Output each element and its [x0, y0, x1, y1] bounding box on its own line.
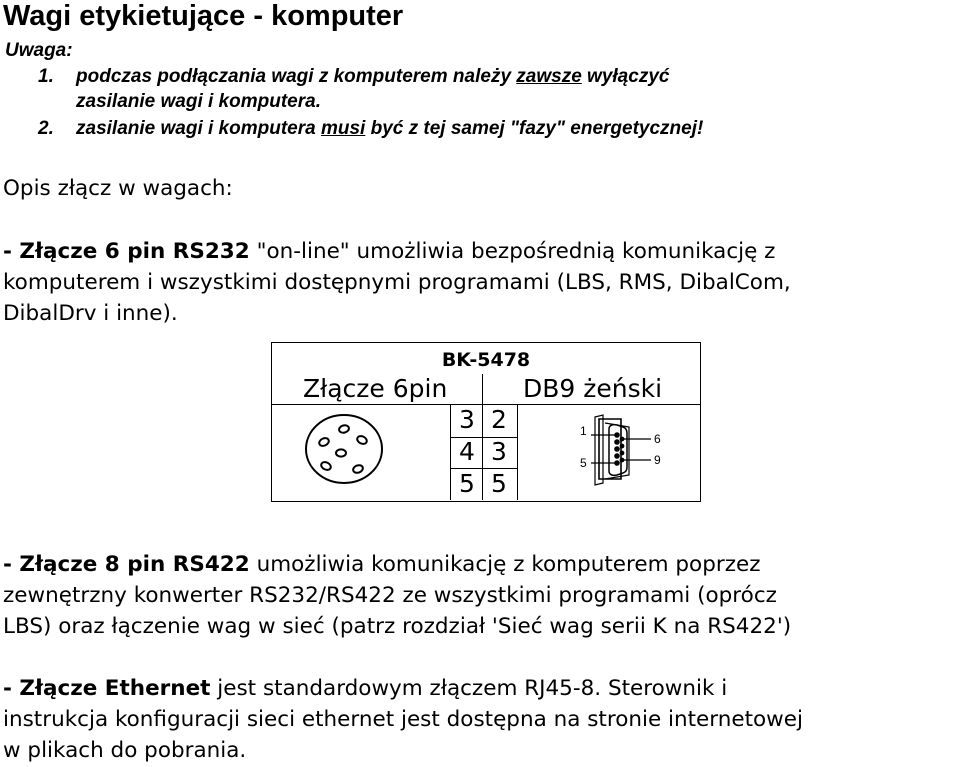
rs232-lead: - Złącze 6 pin RS232	[3, 239, 250, 264]
connectors-heading: Opis złącz w wagach:	[3, 176, 233, 201]
six-pin-header: Złącze 6pin	[303, 374, 448, 403]
ethernet-lead: - Złącze Ethernet	[3, 676, 211, 701]
db9-pin-number: 5	[491, 469, 507, 498]
rs232-line-2: komputerem i wszystkimi dostępnymi programami (LBS, RMS, DibalCom,	[3, 270, 791, 295]
ethernet-line-1: - Złącze Ethernet jest standardowym złączem RJ45-8. Sterownik i	[3, 676, 728, 701]
db9-pin-label: 1	[580, 424, 587, 438]
pin-column-left-rule	[450, 404, 451, 500]
warning-item-number: 1.	[38, 66, 54, 87]
rs422-line-3: LBS) oraz łączenie wag w sieć (patrz rozdział 'Sieć wag serii K na RS422')	[3, 614, 792, 639]
six-pin-number: 4	[459, 437, 475, 466]
warning-label: Uwaga:	[5, 40, 73, 61]
db9-pin-label: 9	[654, 453, 661, 467]
pin-column-divider	[482, 404, 483, 500]
db9-female-connector-icon	[577, 413, 687, 489]
page-title: Wagi etykietujące - komputer	[3, 0, 404, 32]
warning-item-2-line-1: zasilanie wagi i komputera musi być z tej samej "fazy" energetycznej!	[76, 118, 704, 139]
pinout-table	[271, 342, 701, 502]
six-pin-number: 3	[459, 405, 475, 434]
rs422-line-1: - Złącze 8 pin RS422 umożliwia komunikację z komputerem poprzez	[3, 552, 761, 577]
emphasis-underlined: zawsze	[516, 66, 582, 87]
db9-pin-label: 5	[580, 456, 587, 470]
ethernet-line-2: instrukcja konfiguracji sieci ethernet jest dostępna na stronie internetowej	[3, 707, 803, 732]
ethernet-line-3: w plikach do pobrania.	[3, 738, 247, 763]
warning-item-1-line-1: podczas podłączania wagi z komputerem należy zawsze wyłączyć	[76, 66, 670, 87]
db9-header: DB9 żeński	[523, 374, 663, 403]
six-pin-connector-icon	[302, 409, 392, 489]
db9-pin-number: 3	[491, 437, 507, 466]
db9-pin-number: 2	[491, 405, 507, 434]
rs232-line-3: DibalDrv i inne).	[3, 301, 178, 326]
header-divider	[482, 374, 483, 404]
header-bottom-rule	[272, 404, 700, 405]
rs422-lead: - Złącze 8 pin RS422	[3, 552, 250, 577]
warning-item-number: 2.	[38, 118, 54, 139]
warning-item-1-line-2: zasilanie wagi i komputera.	[76, 91, 321, 112]
emphasis-underlined: musi	[320, 118, 366, 139]
rs422-line-2: zewnętrzny konwerter RS232/RS422 ze wszystkimi programami (oprócz	[3, 583, 777, 608]
six-pin-number: 5	[459, 469, 475, 498]
db9-pin-label: 6	[654, 432, 661, 446]
model-label: BK-5478	[441, 349, 531, 371]
pin-column-right-rule	[517, 404, 518, 500]
rs232-line-1: - Złącze 6 pin RS232 "on-line" umożliwia bezpośrednią komunikację z	[3, 239, 776, 264]
